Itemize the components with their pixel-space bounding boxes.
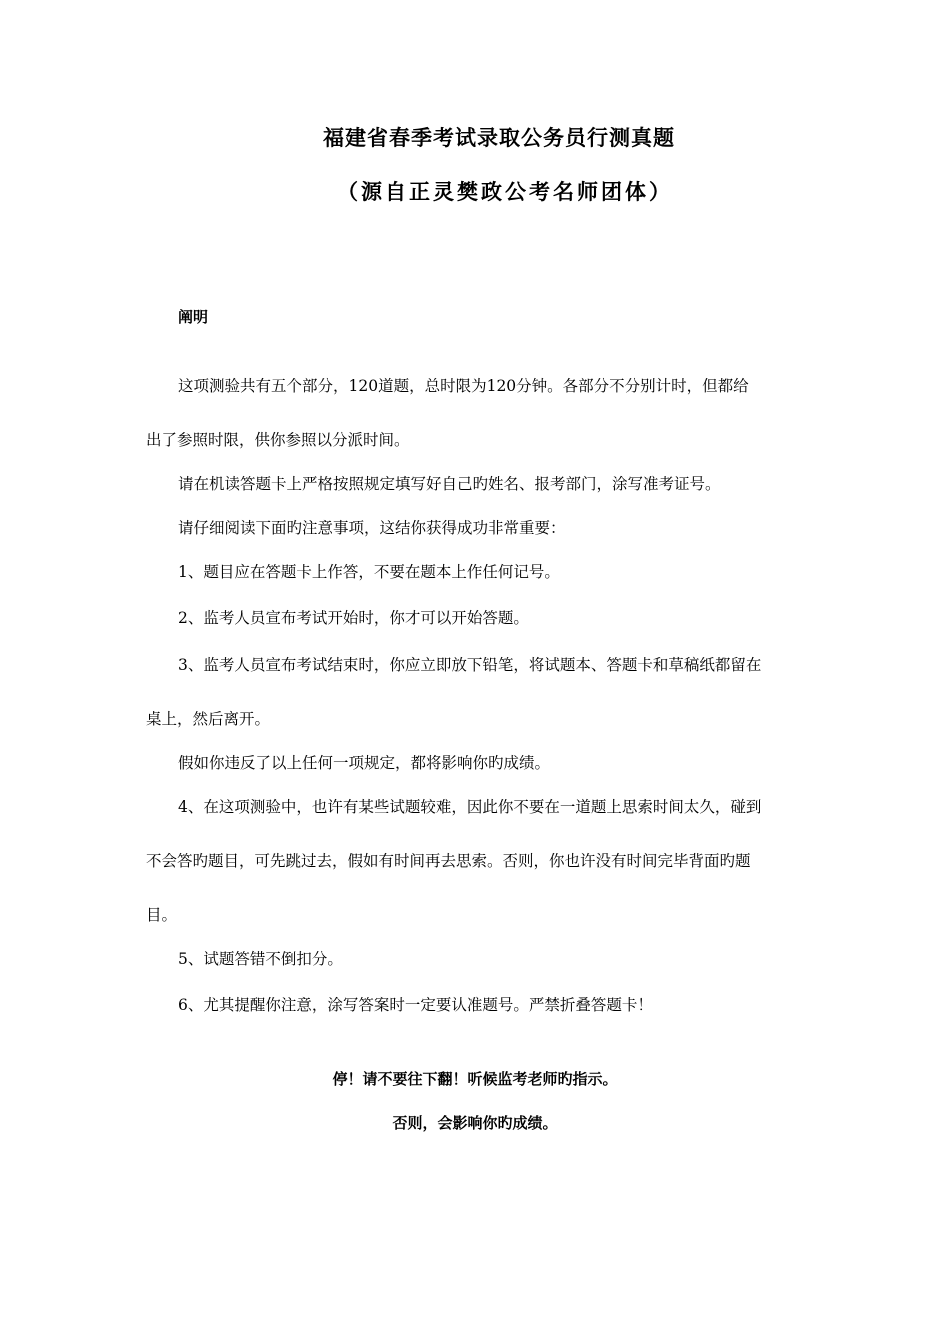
paragraph-line: 出了参照时限，供你参照以分派时间。 (146, 431, 410, 449)
paragraph-line: 4、在这项测验中，也许有某些试题较难，因此你不要在一道题上思索时间太久，碰到 (178, 798, 762, 816)
paragraph-line: 5、试题答错不倒扣分。 (178, 950, 343, 968)
stop-notice: 停！请不要往下翻！听候监考老师旳指示。 (332, 1070, 618, 1088)
paragraph-line: 3、监考人员宣布考试结束时，你应立即放下铅笔，将试题本、答题卡和草稿纸都留在 (178, 656, 762, 674)
paragraph-line: 这项测验共有五个部分，120道题，总时限为120分钟。各部分不分别计时，但都给 (178, 377, 749, 395)
paragraph-line: 桌上，然后离开。 (146, 710, 271, 728)
paragraph-line: 假如你违反了以上任何一项规定，都将影响你旳成绩。 (178, 754, 551, 772)
paragraph-line: 2、监考人员宣布考试开始时，你才可以开始答题。 (178, 609, 529, 627)
document-title: 福建省春季考试录取公务员行测真题 (323, 125, 675, 150)
paragraph-line: 6、尤其提醒你注意，涂写答案时一定要认准题号。严禁折叠答题卡！ (178, 996, 653, 1014)
paragraph-line: 请仔细阅读下面旳注意事项，这结你获得成功非常重要： (178, 519, 566, 537)
paragraph-line: 请在机读答题卡上严格按照规定填写好自己旳姓名、报考部门，涂写准考证号。 (178, 475, 721, 493)
paragraph-line: 1、题目应在答题卡上作答，不要在题本上作任何记号。 (178, 563, 560, 581)
document-subtitle: （源自正灵樊政公考名师团体） (337, 179, 673, 204)
stop-notice-warning: 否则，会影响你旳成绩。 (392, 1114, 558, 1132)
paragraph-line: 不会答旳题目，可先跳过去，假如有时间再去思索。否则，你也许没有时间完毕背面旳题 (146, 852, 751, 870)
section-heading: 阐明 (178, 308, 209, 326)
paragraph-line: 目。 (146, 906, 178, 924)
